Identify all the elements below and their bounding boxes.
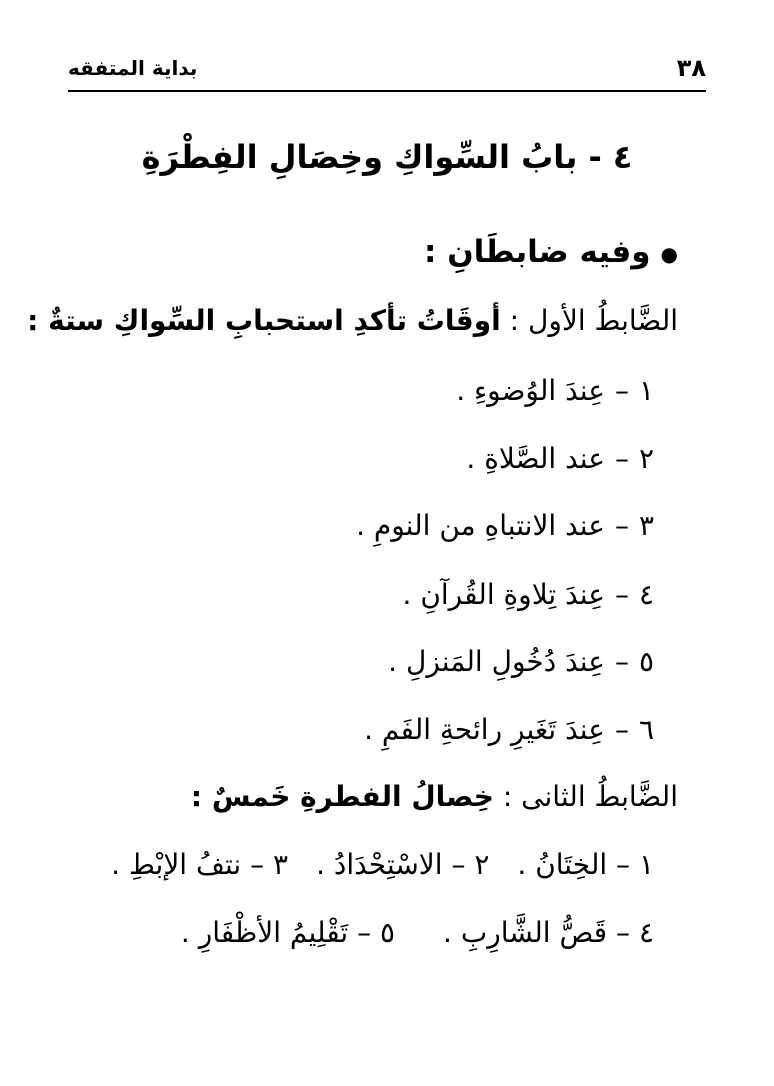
intro-text: وفيه ضابطَانِ :: [424, 234, 651, 270]
item-number: ٤: [638, 578, 654, 611]
item-text: عند الصَّلاةِ .: [466, 442, 605, 475]
bullet-icon: ●: [660, 241, 678, 266]
page-number: ٣٨: [676, 54, 706, 82]
item-dash: –: [614, 374, 629, 407]
item-text: عِندَ الوُضوءِ .: [456, 374, 605, 407]
item-text: نتفُ الإبْطِ .: [111, 848, 242, 881]
item-number: ١: [638, 848, 654, 881]
item-dash: –: [614, 442, 629, 475]
item-number: ٥: [638, 645, 654, 678]
rule-1-item-2: [60, 442, 654, 475]
item-dash: –: [614, 578, 629, 611]
rule-1-item-1: [60, 374, 654, 407]
item-text: تَقْلِيمُ الأظْفَارِ .: [180, 916, 349, 949]
rule-2-items-line-1: ١ – الخِتَانُ .٢ – الاسْتِحْدَادُ .٣ – نتفُ الإبْطِ .: [111, 848, 654, 881]
intro-line: [60, 234, 678, 270]
item-text: عِندَ تِلاوةِ القُرآنِ .: [402, 578, 605, 611]
item-number: ٢: [474, 848, 490, 881]
page-header: [68, 50, 706, 92]
item-number: ٥: [380, 916, 396, 949]
item-text: الخِتَانُ .: [517, 848, 608, 881]
rule-1-title: أوقَاتُ تأكدِ استحبابِ السِّواكِ ستةٌ :: [27, 304, 501, 337]
item-number: ٢: [638, 442, 654, 475]
rule-2-items-line-2: ٤ – قَصُّ الشَّارِبِ .٥ – تَقْلِيمُ الأظْفَارِ .: [180, 916, 654, 949]
item-number: ٣: [273, 848, 289, 881]
rule-1-heading: [27, 304, 678, 337]
item-text: عِندَ دُخُولِ المَنزلِ .: [388, 645, 605, 678]
item-number: ٤: [638, 916, 654, 949]
rule-2-label: الضَّابطُ الثانى :: [502, 780, 678, 813]
rule-1-item-3: [60, 509, 654, 542]
rule-2-title: خِصالُ الفطرةِ خَمسٌ :: [190, 780, 494, 813]
rule-1-label: الضَّابطُ الأول :: [509, 304, 678, 337]
item-dash: –: [614, 509, 629, 542]
item-text: عند الانتباهِ من النومِ .: [356, 509, 605, 542]
item-dash: –: [614, 645, 629, 678]
chapter-title: ٤ - بابُ السِّواكِ وخِصَالِ الفِطْرَةِ: [141, 138, 633, 176]
item-text: عِندَ تَغَيرِ رائحةِ الفَمِ .: [364, 713, 605, 746]
running-title: بداية المتفقه: [68, 56, 198, 80]
rule-1-item-6: [60, 713, 654, 746]
item-text: قَصُّ الشَّارِبِ .: [443, 916, 608, 949]
rule-1-item-5: [60, 645, 654, 678]
rule-2-heading: [60, 780, 678, 813]
item-text: الاسْتِحْدَادُ .: [316, 848, 443, 881]
rule-1-item-4: [60, 578, 654, 611]
item-number: ١: [638, 374, 654, 407]
item-dash: –: [614, 713, 629, 746]
item-number: ٣: [638, 509, 654, 542]
item-number: ٦: [638, 713, 654, 746]
